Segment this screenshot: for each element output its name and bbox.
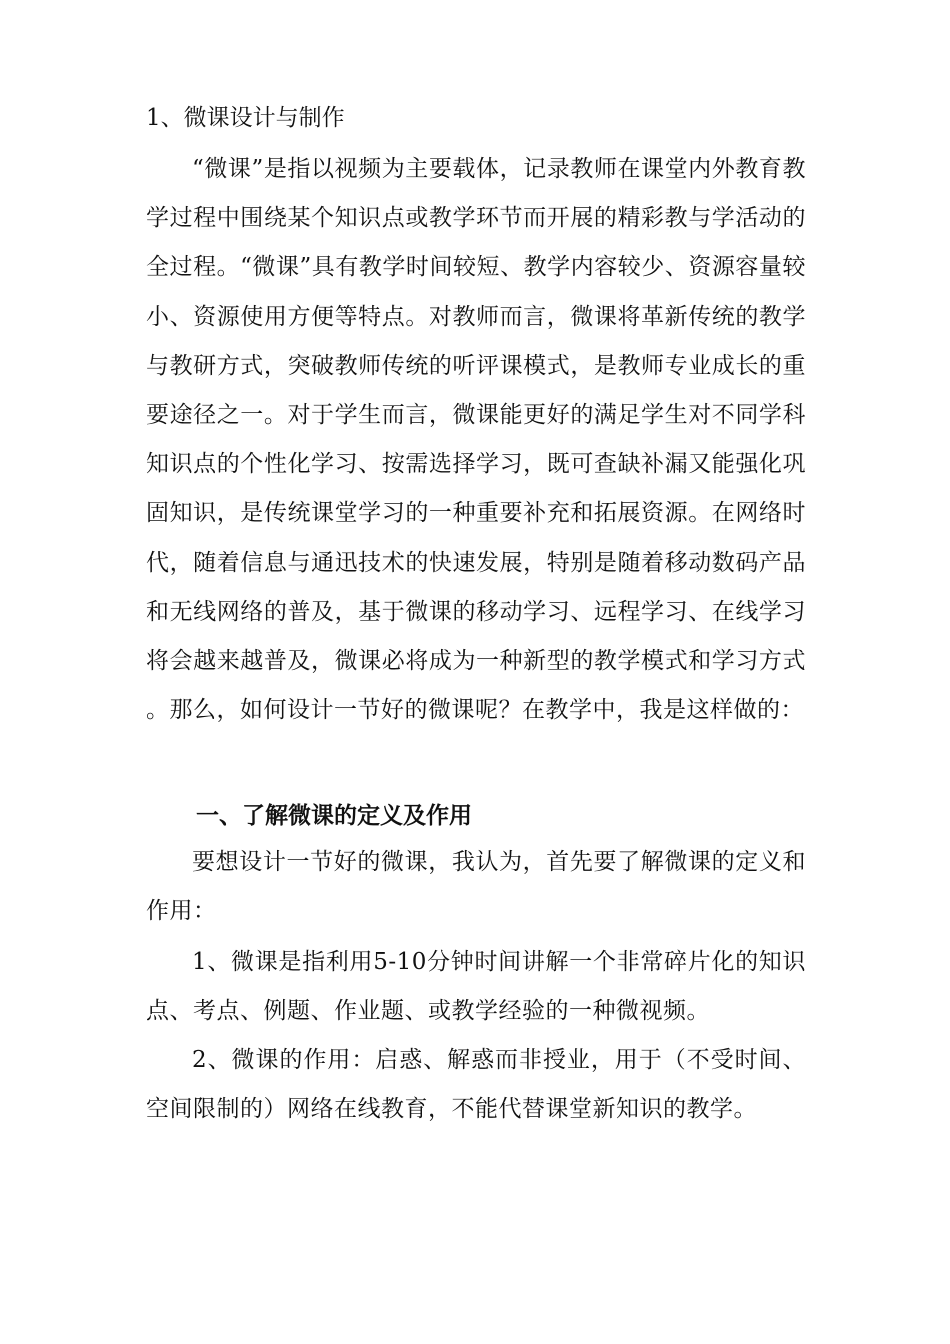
document-heading: 1、微课设计与制作 — [146, 105, 345, 131]
point-2-paragraph: 2、微课的作用：启惑、解惑而非授业，用于（不受时间、空间限制的）网络在线教育，不能代替课堂新知识的教学。 — [146, 1047, 806, 1123]
point-1-paragraph: 1、微课是指利用5-10分钟时间讲解一个非常碎片化的知识点、考点、例题、作业题、或教学经验的一种微视频。 — [146, 949, 806, 1025]
section-title: 一、了解微课的定义及作用 — [196, 802, 472, 829]
section-intro-paragraph: 要想设计一节好的微课，我认为，首先要了解微课的定义和作用： — [146, 849, 806, 925]
intro-paragraph: “微课”是指以视频为主要载体，记录教师在课堂内外教育教学过程中围绕某个知识点或教学环节而开展的精彩教与学活动的全过程。“微课”具有教学时间较短、教学内容较少、资源容量较小、资源使用方便等特点。对教师而言，微课将革新传统的教学与教研方式，突破教师传统的听评课模式，是教师专业成长的重要途径之一。对于学生而言，微课能更好的满足学生对不同学科知识点的个性化学习、按需选择学习，既可查缺补漏又能强化巩固知识，是传统课堂学习的一种重要补充和拓展资源。在网络时代，随着信息与通迅技术的快速发展，特别是随着移动数码产品和无线网络的普及，基于微课的移动学习、远程学习、在线学习将会越来越普及，微课必将成为一种新型的教学模式和学习方式。那么，如何设计一节好的微课呢？在教学中，我是这样做的： — [146, 156, 806, 724]
